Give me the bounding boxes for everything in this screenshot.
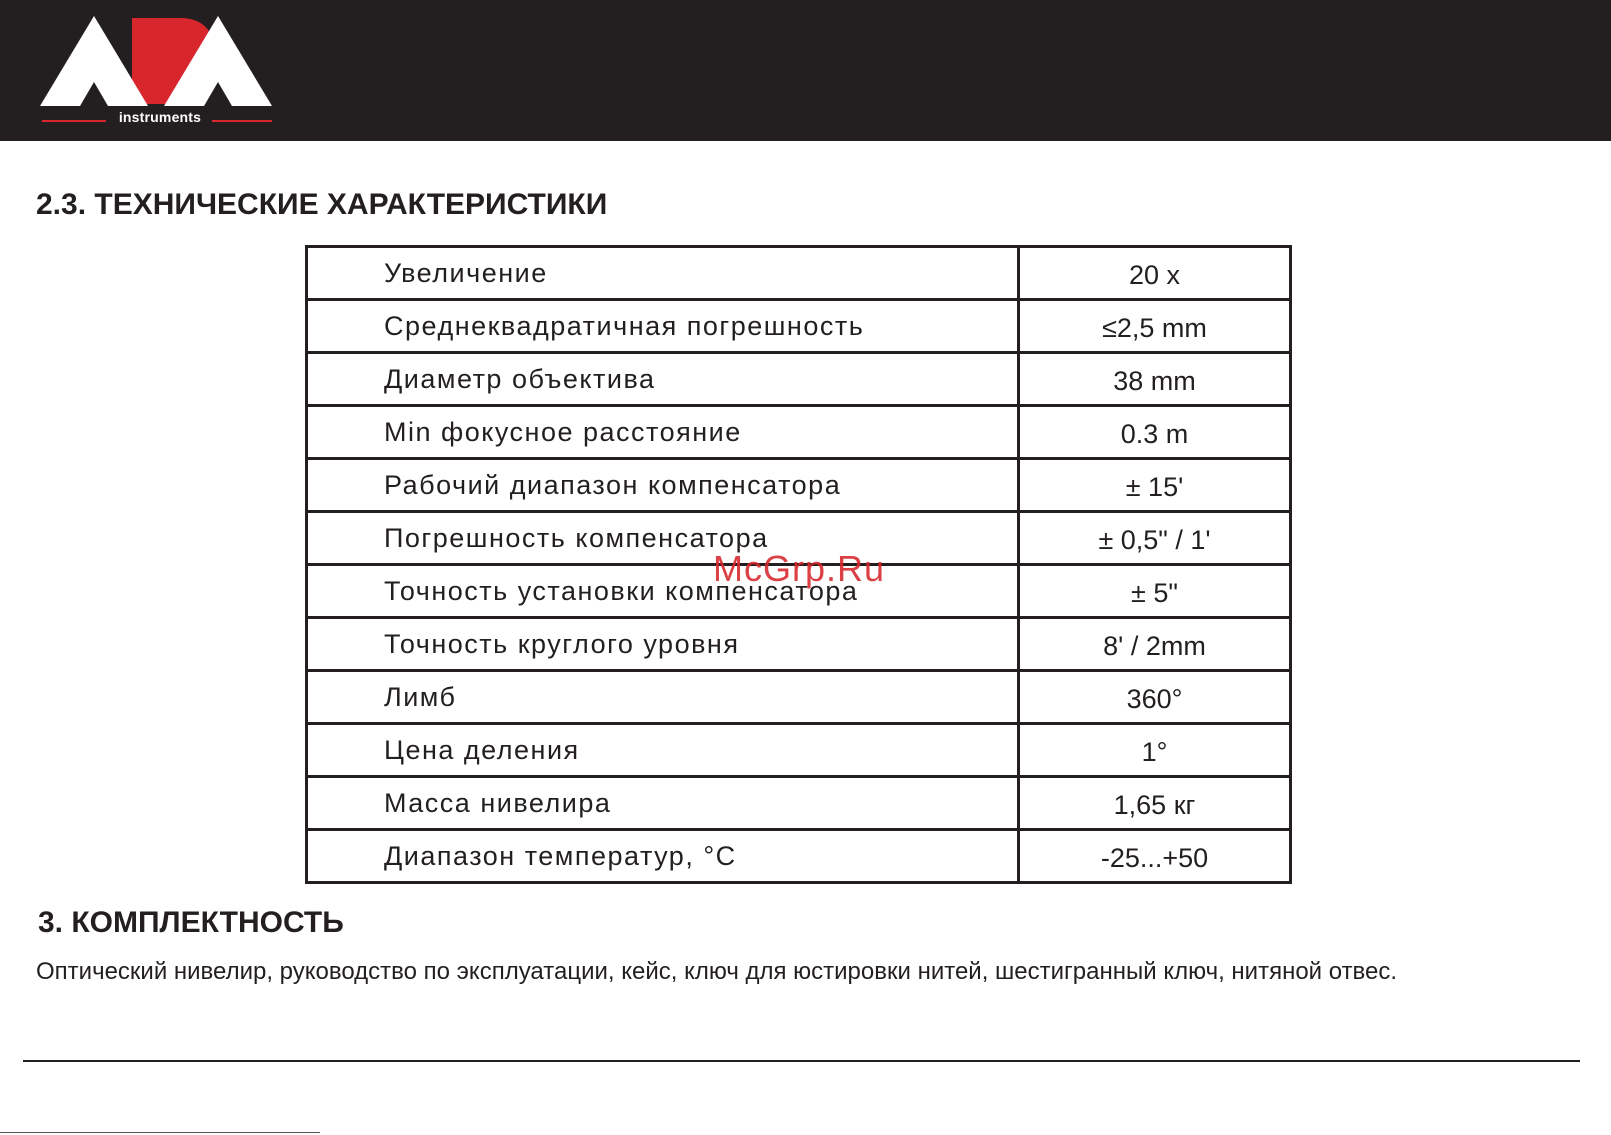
value-cell: 1,65 кг [1019,777,1291,830]
value-cell: 360° [1019,671,1291,724]
param-cell: Увеличение [307,247,1019,300]
header-bar [0,0,1611,141]
footer-divider [0,1132,320,1133]
param-cell: Диаметр объектива [307,353,1019,406]
param-cell: Погрешность компенсатора [307,512,1019,565]
value-cell: -25...+50 [1019,830,1291,883]
watermark-text: McGrp.Ru [713,548,886,589]
param-cell: Среднеквадратичная погрешность [307,300,1019,353]
table-row [307,247,1291,300]
logo-subtitle: instruments [118,109,202,125]
param-cell: Min фокусное расстояние [307,406,1019,459]
value-cell: 8' / 2mm [1019,618,1291,671]
table-row [307,671,1291,724]
value-cell: ± 0,5" / 1' [1019,512,1291,565]
value-cell: ± 5" [1019,565,1291,618]
param-cell: Точность круглого уровня [307,618,1019,671]
table-row [307,777,1291,830]
value-cell: ≤2,5 mm [1019,300,1291,353]
table-row [307,459,1291,512]
ada-logo[interactable] [40,14,272,128]
specs-section-title: 2.3. ТЕХНИЧЕСКИЕ ХАРАКТЕРИСТИКИ [36,188,608,221]
param-cell: Цена деления [307,724,1019,777]
param-cell: Масса нивелира [307,777,1019,830]
table-row [307,300,1291,353]
param-cell: Точность установки компенсатора [307,565,1019,618]
param-cell: Лимб [307,671,1019,724]
table-row [307,618,1291,671]
value-cell: 20 x [1019,247,1291,300]
kit-description: Оптический нивелир, руководство по эксплуатации, кейс, ключ для юстировки нитей, шестигранный ключ, нитяной отвес. [36,958,1398,985]
value-cell: 1° [1019,724,1291,777]
bottom-divider [23,1060,1580,1062]
table-row [307,724,1291,777]
table-row [307,353,1291,406]
table-row [307,830,1291,883]
kit-section-title: 3. КОМПЛЕКТНОСТЬ [38,906,344,939]
value-cell: 38 mm [1019,353,1291,406]
param-cell: Диапазон температур, °С [307,830,1019,883]
value-cell: 0.3 m [1019,406,1291,459]
param-cell: Рабочий диапазон компенсатора [307,459,1019,512]
value-cell: ± 15' [1019,459,1291,512]
table-row [307,406,1291,459]
